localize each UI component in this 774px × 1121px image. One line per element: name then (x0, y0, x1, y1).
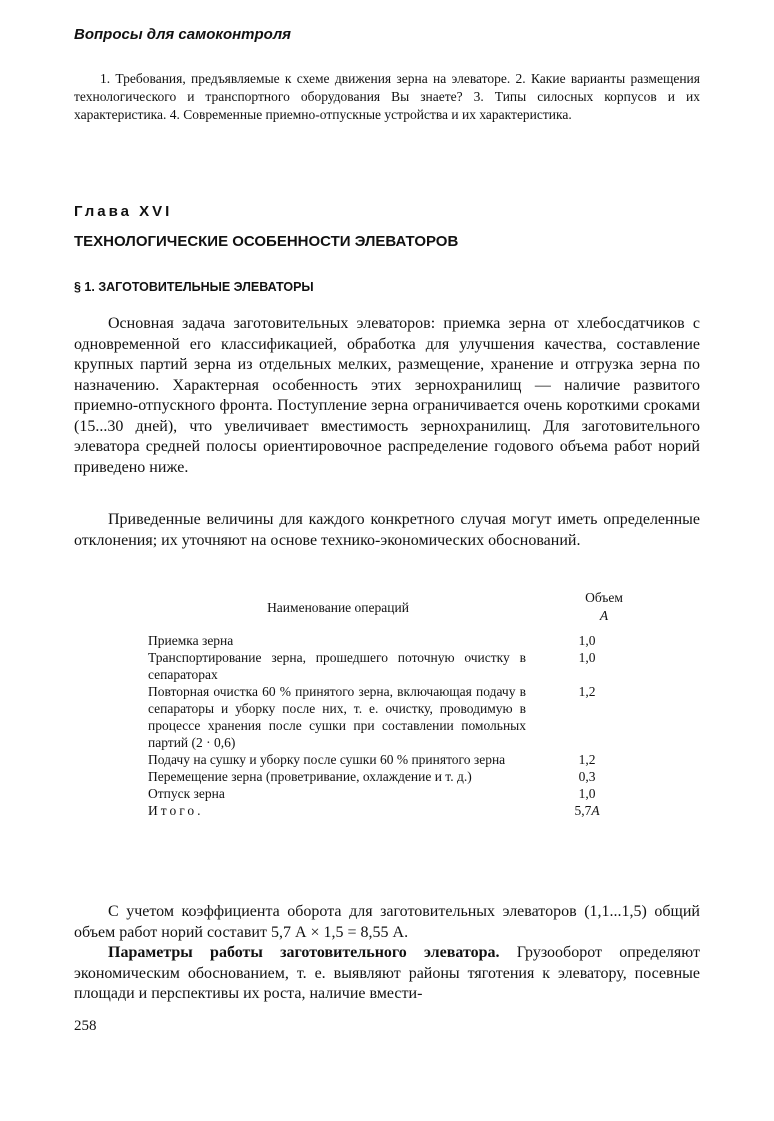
operation-name: Подачу на сушку и уборку после сушки 60 % принятого зерна (148, 752, 506, 767)
table-header-unit: А (599, 608, 609, 623)
table-header-volume (560, 589, 648, 625)
table-row (148, 649, 648, 683)
paragraph-heading: § 1. ЗАГОТОВИТЕЛЬНЫЕ ЭЛЕВАТОРЫ (74, 280, 314, 294)
total-value: 5,7 (574, 803, 592, 818)
operation-volume: 1,0 (578, 786, 596, 801)
table-row (148, 751, 648, 768)
table-row (148, 632, 648, 649)
body-paragraph-2: Приведенные величины для каждого конкретного случая могут иметь определенные отклонения; их уточняют на основе технико-экономических обоснований. (74, 511, 700, 549)
total-volume (526, 802, 648, 819)
table-total-row (148, 802, 648, 819)
operation-name: Повторная очистка 60 % принятого зерна, включающая подачу в сепараторы и уборку после них, т. е. очистку, проводимую в процессе хранения после сушки при составлении помольных партий (2 · 0,6) (148, 684, 526, 750)
body-paragraph-1: Основная задача заготовительных элеваторов: приемка зерна от хлебосдатчиков с одновременной его классификацией, обработка для улучшения качества, составление крупных партий зерна из отдельных мелких, размещение, хранение и отгрузка зерна по назначению. Характерная особенность этих зернохранилищ — наличие развитого приемно-отпускного фронта. Поступление зерна ограничивается очень короткими сроками (15...30 дней), что увеличивает вместимость зернохранилищ. Для заготовительного элеватора средней полосы ориентировочное распределение годового объема работ норий приведено ниже. (74, 315, 700, 476)
table-row (148, 768, 648, 785)
operation-name: Перемещение зерна (проветривание, охлаждение и т. д.) (148, 769, 472, 784)
body-paragraph-3: С учетом коэффициента оборота для заготовительных элеваторов (1,1...1,5) общий объем работ норий составит 5,7 А × 1,5 = 8,55 А. (74, 903, 700, 941)
table-header-volume-label: Объем (585, 590, 623, 605)
table-header-name: Наименование операций (267, 600, 409, 615)
operation-volume: 1,2 (578, 752, 596, 767)
operation-volume: 1,2 (578, 684, 596, 699)
paragraph-4-run-in-heading: Параметры работы заготовительного элеватора. (108, 944, 500, 961)
paragraph-4-text: Грузооборот определяют экономическим обоснованием, т. е. выявляют районы тяготения к элеватору, посевные площади и перспективы их роста, наличие вмести- (74, 944, 701, 1002)
total-label: Итого. (148, 803, 204, 818)
operation-volume: 0,3 (578, 769, 596, 784)
section-heading: Вопросы для самоконтроля (74, 26, 292, 43)
page-number: 258 (74, 1018, 97, 1034)
operation-volume: 1,0 (578, 633, 596, 648)
chapter-label: Глава XVI (74, 203, 173, 220)
operation-volume: 1,0 (578, 650, 596, 665)
operation-name: Отпуск зерна (148, 786, 225, 801)
operations-table (148, 632, 648, 819)
operation-name: Приемка зерна (148, 633, 234, 648)
chapter-title: ТЕХНОЛОГИЧЕСКИЕ ОСОБЕННОСТИ ЭЛЕВАТОРОВ (74, 233, 459, 250)
table-row (148, 683, 648, 751)
table-row (148, 785, 648, 802)
total-unit: А (591, 803, 600, 818)
self-check-questions: 1. Требования, предъявляемые к схеме движения зерна на элеваторе. 2. Какие варианты размещения технологического и транспортного оборудования Вы знаете? 3. Типы силосных корпусов и их характеристика. 4. Современные приемно-отпускные устройства и их характеристика. (74, 71, 700, 122)
body-paragraph-4 (74, 943, 700, 1005)
operation-name: Транспортирование зерна, прошедшего поточную очистку в сепараторах (148, 650, 526, 682)
